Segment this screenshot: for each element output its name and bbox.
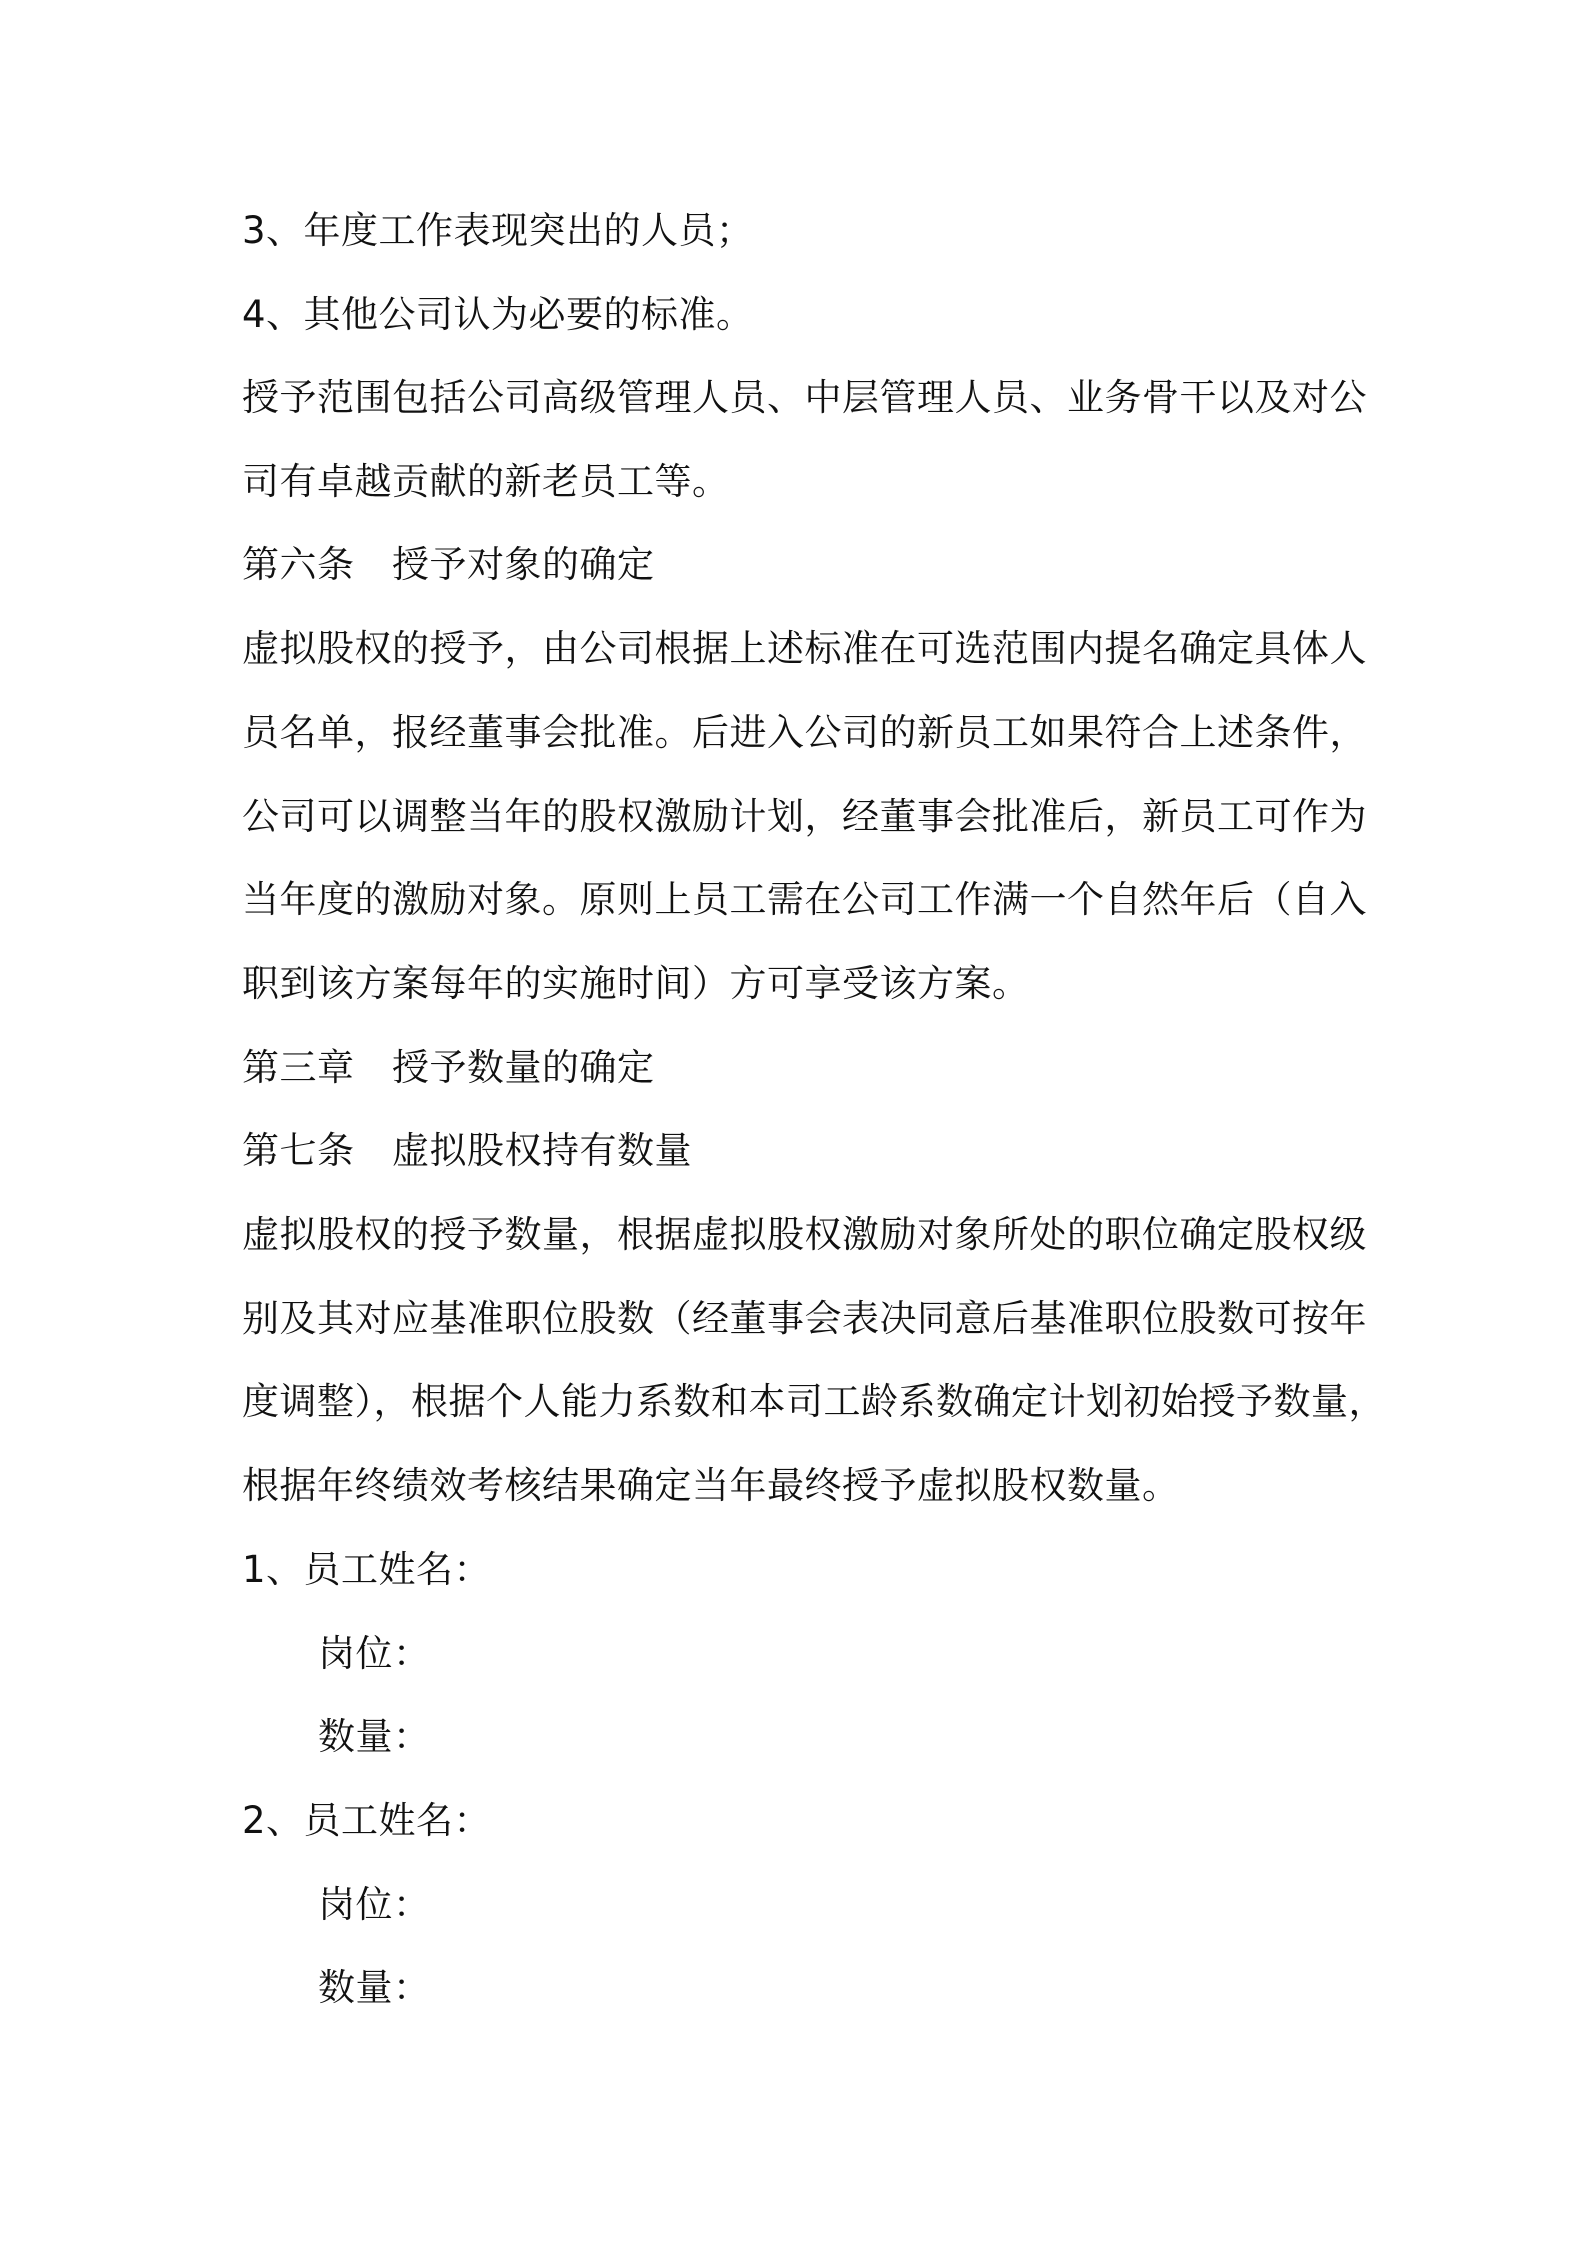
article-6-heading: 第六条 授予对象的确定: [242, 543, 655, 586]
criterion-3: 3、年度工作表现突出的人员；: [242, 209, 754, 252]
chapter-3-heading: 第三章 授予数量的确定: [242, 1046, 655, 1089]
employee-1-quantity-label: 数量：: [318, 1715, 431, 1758]
article-6-paragraph-line-4: 当年度的激励对象。原则上员工需在公司工作满一个自然年后（自入: [242, 878, 1367, 921]
article-6-paragraph-line-1: 虚拟股权的授予，由公司根据上述标准在可选范围内提名确定具体人: [242, 627, 1367, 670]
employee-1-name-label: 1、员工姓名：: [242, 1548, 492, 1591]
employee-1-position-label: 岗位：: [318, 1632, 431, 1675]
criterion-4: 4、其他公司认为必要的标准。: [242, 293, 754, 336]
article-6-paragraph-line-3: 公司可以调整当年的股权激励计划，经董事会批准后，新员工可作为: [242, 795, 1367, 838]
employee-2-name-label: 2、员工姓名：: [242, 1799, 492, 1842]
article-6-paragraph-line-2: 员名单，报经董事会批准。后进入公司的新员工如果符合上述条件，: [242, 711, 1367, 754]
article-7-paragraph-line-3: 度调整），根据个人能力系数和本司工龄系数确定计划初始授予数量，: [242, 1380, 1386, 1423]
scope-paragraph-line-2: 司有卓越贡献的新老员工等。: [242, 460, 730, 503]
scope-paragraph-line-1: 授予范围包括公司高级管理人员、中层管理人员、业务骨干以及对公: [242, 376, 1367, 419]
employee-2-position-label: 岗位：: [318, 1883, 431, 1926]
article-6-paragraph-line-5: 职到该方案每年的实施时间）方可享受该方案。: [242, 962, 1030, 1005]
article-7-heading: 第七条 虚拟股权持有数量: [242, 1129, 692, 1172]
article-7-paragraph-line-2: 别及其对应基准职位股数（经董事会表决同意后基准职位股数可按年: [242, 1297, 1367, 1340]
article-7-paragraph-line-1: 虚拟股权的授予数量，根据虚拟股权激励对象所处的职位确定股权级: [242, 1213, 1367, 1256]
employee-2-quantity-label: 数量：: [318, 1966, 431, 2009]
article-7-paragraph-line-4: 根据年终绩效考核结果确定当年最终授予虚拟股权数量。: [242, 1464, 1180, 1507]
